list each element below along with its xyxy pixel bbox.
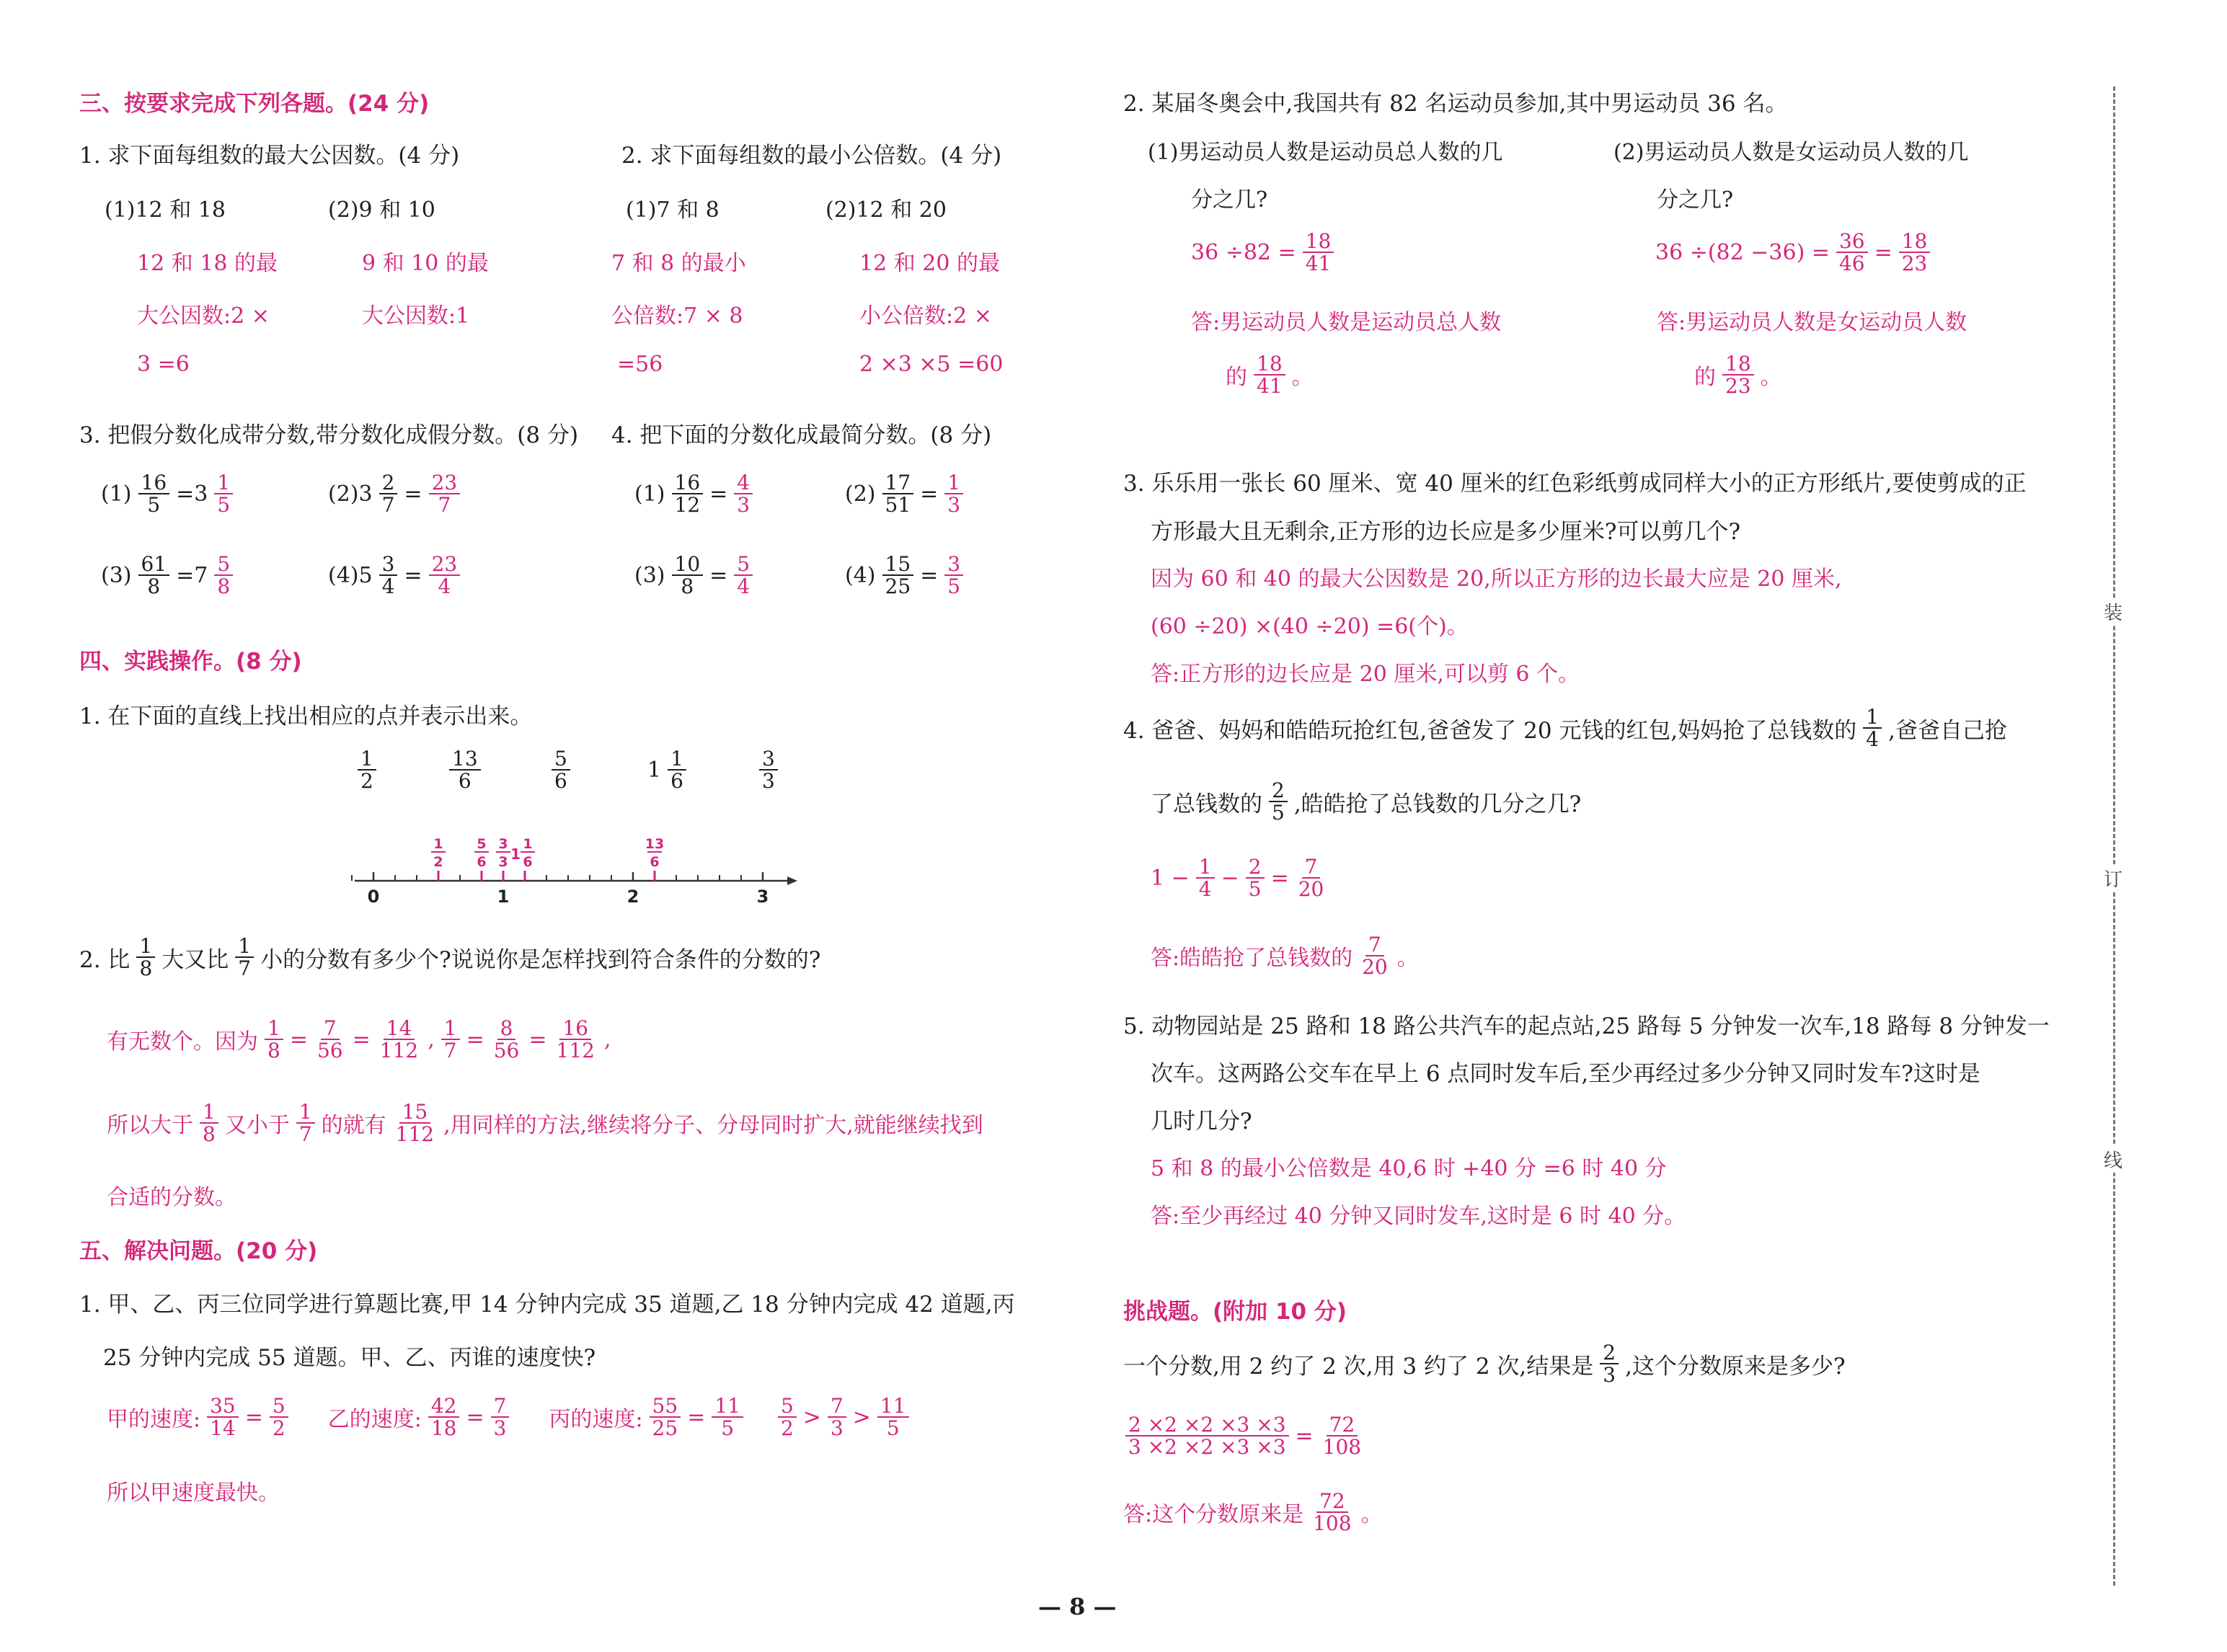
- s3-q1-b-answer-2: 大公因数:1: [362, 303, 470, 329]
- tick-label: 3: [756, 887, 769, 907]
- binding-dashed-line: [2113, 86, 2115, 1586]
- s3-q1-a-answer-3: 3 =6: [137, 352, 190, 377]
- s3-q2-a-answer-3: =56: [617, 352, 663, 377]
- s5-q2-b-calc: 36 ÷(82 −36) = $\frac{36}{46}$ = 18 23: [1655, 231, 1932, 275]
- s5-q2-b-question-2: 分之几?: [1657, 187, 1734, 213]
- s3-q2-a-answer-2: 公倍数:7 × 8: [611, 303, 743, 329]
- s5-q2-a-question-2: 分之几?: [1191, 187, 1268, 213]
- s5-q5-line-3: 几时几分?: [1151, 1109, 1252, 1134]
- s5-q5-line-1: 5. 动物园站是 25 路和 18 路公共汽车的起点站,25 路每 5 分钟发一次车,18 路每 8 分钟发一: [1123, 1013, 2050, 1039]
- number-line: [346, 822, 807, 915]
- s3-q2-a-label: (1)7 和 8: [626, 197, 720, 223]
- s5-q1-line-1: 1. 甲、乙、丙三位同学进行算题比赛,甲 14 分钟内完成 35 道题,乙 18 分钟内完成 42 道题,丙: [79, 1292, 1015, 1318]
- challenge-title: 挑战题。(附加 10 分): [1123, 1299, 1347, 1325]
- s5-q4-line-1: 4. 爸爸、妈妈和皓皓玩抢红包,爸爸发了 20 元钱的红包,妈妈抢了总钱数的 1 4 ,爸爸自己抢: [1123, 705, 2007, 752]
- s5-q4-calc: 1 − $\frac{1}{4}$ − 2 5 = 7 20: [1151, 855, 1324, 902]
- s3-q4-title: 4. 把下面的分数化成最简分数。(8 分): [611, 422, 992, 448]
- s4-q2-question: 2. 比 1 8 大又比 1 7 小的分数有多少个?说说你是怎样找到符合条件的分数的?: [79, 934, 821, 981]
- section-3-title: 三、按要求完成下列各题。(24 分): [79, 91, 430, 117]
- s3-q2-a-answer-1: 7 和 8 的最小: [611, 251, 746, 276]
- s5-q3-answer-3: 答:正方形的边长应是 20 厘米,可以剪 6 个。: [1151, 662, 1580, 687]
- mark-denominator: 6: [650, 854, 660, 870]
- challenge-calc: 2 ×2 ×2 ×3 ×3 3 ×2 ×2 ×3 ×3 = 72 108: [1123, 1414, 1366, 1458]
- s5-q1-line-2: 25 分钟内完成 55 道题。甲、乙、丙谁的速度快?: [103, 1345, 596, 1371]
- s5-q2-title: 2. 某届冬奥会中,我国共有 82 名运动员参加,其中男运动员 36 名。: [1123, 91, 1788, 117]
- s4-q1-fraction-3: $\frac{5}{6}$: [549, 748, 572, 792]
- section-5-title: 五、解决问题。(20 分): [79, 1238, 318, 1264]
- s4-q1-fraction-5: $\frac{3}{3}$: [757, 748, 780, 792]
- s4-q2-answer-3: 合适的分数。: [107, 1185, 236, 1210]
- mark-numerator: 5: [477, 836, 487, 852]
- s3-q2-b-label: (2)12 和 20: [825, 197, 947, 223]
- mark-numerator: 1: [523, 836, 533, 852]
- s5-q3-line-1: 3. 乐乐用一张长 60 厘米、宽 40 厘米的红色彩纸剪成同样大小的正方形纸片,要使剪成的正: [1123, 471, 2027, 497]
- s5-q1-conclusion: 所以甲速度最快。: [107, 1480, 280, 1506]
- s4-q1-fraction-2: $\frac{13}{6}$: [447, 748, 483, 792]
- s3-q1-b-answer-1: 9 和 10 的最: [362, 251, 489, 276]
- s5-q1-answer-speeds: 甲的速度: 35 14 = 5 2 乙的速度: 42 18 = 7 3 丙的速度: 55 25 = 11 5 5 2 > 7 3 > 11 5: [107, 1395, 911, 1439]
- page-number: — 8 —: [1038, 1593, 1117, 1620]
- s3-q1-a-label: (1)12 和 18: [105, 197, 226, 223]
- s3-q4-item-1: (1) $\frac{16}{12}$ = $\frac{4}{3}$: [634, 472, 755, 516]
- s3-q2-b-answer-2: 小公倍数:2 ×: [859, 303, 992, 329]
- s3-q4-item-3: (3) $\frac{10}{8}$ = $\frac{5}{4}$: [634, 554, 755, 598]
- mark-denominator: 6: [523, 854, 533, 870]
- binding-label-ding: 订: [2102, 865, 2125, 892]
- s5-q5-line-2: 次车。这两路公交车在早上 6 点同时发车后,至少再经过多少分钟又同时发车?这时是: [1151, 1061, 1980, 1087]
- s3-q1-a-answer-2: 大公因数:2 ×: [137, 303, 270, 329]
- mark-denominator: 6: [477, 854, 487, 870]
- s3-q4-item-4: (4) $\frac{15}{25}$ = $\frac{3}{5}$: [845, 554, 965, 598]
- tick-label: 1: [497, 887, 510, 907]
- s5-q5-answer-1: 5 和 8 的最小公倍数是 40,6 时 +40 分 =6 时 40 分: [1151, 1156, 1667, 1181]
- binding-label-xian: 线: [2102, 1146, 2125, 1173]
- s3-q3-item-3: (3) $\frac{61}{8}$ =7 5 8: [101, 554, 235, 598]
- s3-q2-title: 2. 求下面每组数的最小公倍数。(4 分): [621, 143, 1002, 169]
- s5-q4-answer: 答:皓皓抢了总钱数的 7 20 。: [1151, 933, 1419, 980]
- mark-denominator: 3: [498, 854, 508, 870]
- number-line-mark: [431, 836, 446, 881]
- s5-q2-b-question-1: (2)男运动员人数是女运动员人数的几: [1613, 140, 1969, 165]
- s5-q2-a-calc: 36 ÷82 = $\frac{18}{41}$: [1191, 231, 1336, 275]
- s3-q2-b-answer-1: 12 和 20 的最: [859, 251, 1000, 276]
- s3-q3-title: 3. 把假分数化成带分数,带分数化成假分数。(8 分): [79, 422, 579, 448]
- s5-q2-a-question-1: (1)男运动员人数是运动员总人数的几: [1148, 140, 1503, 165]
- s3-q4-item-2: (2) $\frac{17}{51}$ = $\frac{1}{3}$: [845, 472, 965, 516]
- s3-q3-item-1: (1) $\frac{16}{5}$ =3 1 5: [101, 472, 235, 516]
- number-line-mark: [496, 836, 510, 881]
- s5-q3-answer-1: 因为 60 和 40 的最大公因数是 20,所以正方形的边长最大应是 20 厘米,: [1151, 567, 1842, 592]
- tick-label: 0: [367, 887, 380, 907]
- s5-q2-b-answer-end: 的 18 23 。: [1694, 352, 1782, 399]
- mark-numerator: 3: [498, 836, 508, 852]
- s5-q3-line-2: 方形最大且无剩余,正方形的边长应是多少厘米?可以剪几个?: [1151, 519, 1741, 545]
- mark-numerator: 13: [645, 836, 665, 852]
- mark-numerator: 1: [433, 836, 443, 852]
- s4-q2-answer-1: 有无数个。因为 1 8 = 7 56 = 14 112 , 1 7 = 8 56 = 16 112 ,: [107, 1016, 611, 1063]
- s3-q3-item-4: (4)5 $\frac{3}{4}$ = $\frac{23}{4}$: [328, 554, 462, 598]
- s3-q2-b-answer-3: 2 ×3 ×5 =60: [859, 352, 1004, 377]
- s5-q2-a-answer: 答:男运动员人数是运动员总人数: [1191, 310, 1502, 335]
- mark-denominator: 2: [433, 854, 443, 870]
- section-4-title: 四、实践操作。(8 分): [79, 649, 302, 675]
- s5-q2-a-answer-end: 的 18 41 。: [1226, 352, 1314, 399]
- tick-label: 2: [627, 887, 639, 907]
- s4-q1-title: 1. 在下面的直线上找出相应的点并表示出来。: [79, 703, 533, 729]
- s4-q1-fraction-1: $\frac{1}{2}$: [355, 748, 378, 792]
- number-line-mark: [645, 836, 664, 881]
- number-line-mark: [510, 836, 535, 881]
- s3-q1-title: 1. 求下面每组数的最大公因数。(4 分): [79, 143, 460, 169]
- mark-whole: 1: [510, 845, 521, 863]
- s4-q1-fraction-4: 1 1 6: [647, 748, 689, 792]
- s3-q1-a-answer-1: 12 和 18 的最: [137, 251, 278, 276]
- s4-q2-answer-2: 所以大于 1 8 又小于 1 7 的就有 15 112 ,用同样的方法,继续将分子、分母同时扩大,就能继续找到: [107, 1100, 983, 1147]
- binding-label-zhuang: 装: [2102, 598, 2125, 625]
- s5-q3-answer-2: (60 ÷20) ×(40 ÷20) =6(个)。: [1151, 614, 1469, 639]
- s5-q2-b-answer: 答:男运动员人数是女运动员人数: [1657, 310, 1967, 335]
- s3-q3-item-2: (2)3 $\frac{2}{7}$ = $\frac{23}{7}$: [328, 472, 462, 516]
- s3-q1-b-label: (2)9 和 10: [328, 197, 435, 223]
- challenge-question: 一个分数,用 2 约了 2 次,用 3 约了 2 次,结果是 2 3 ,这个分数原来是多少?: [1123, 1341, 1846, 1387]
- number-line-mark: [474, 836, 489, 881]
- s5-q4-line-2: 了总钱数的 2 5 ,皓皓抢了总钱数的几分之几?: [1151, 778, 1582, 825]
- s5-q5-answer-2: 答:至少再经过 40 分钟又同时发车,这时是 6 时 40 分。: [1151, 1204, 1686, 1229]
- challenge-answer: 答:这个分数原来是 72 108 。: [1123, 1489, 1383, 1536]
